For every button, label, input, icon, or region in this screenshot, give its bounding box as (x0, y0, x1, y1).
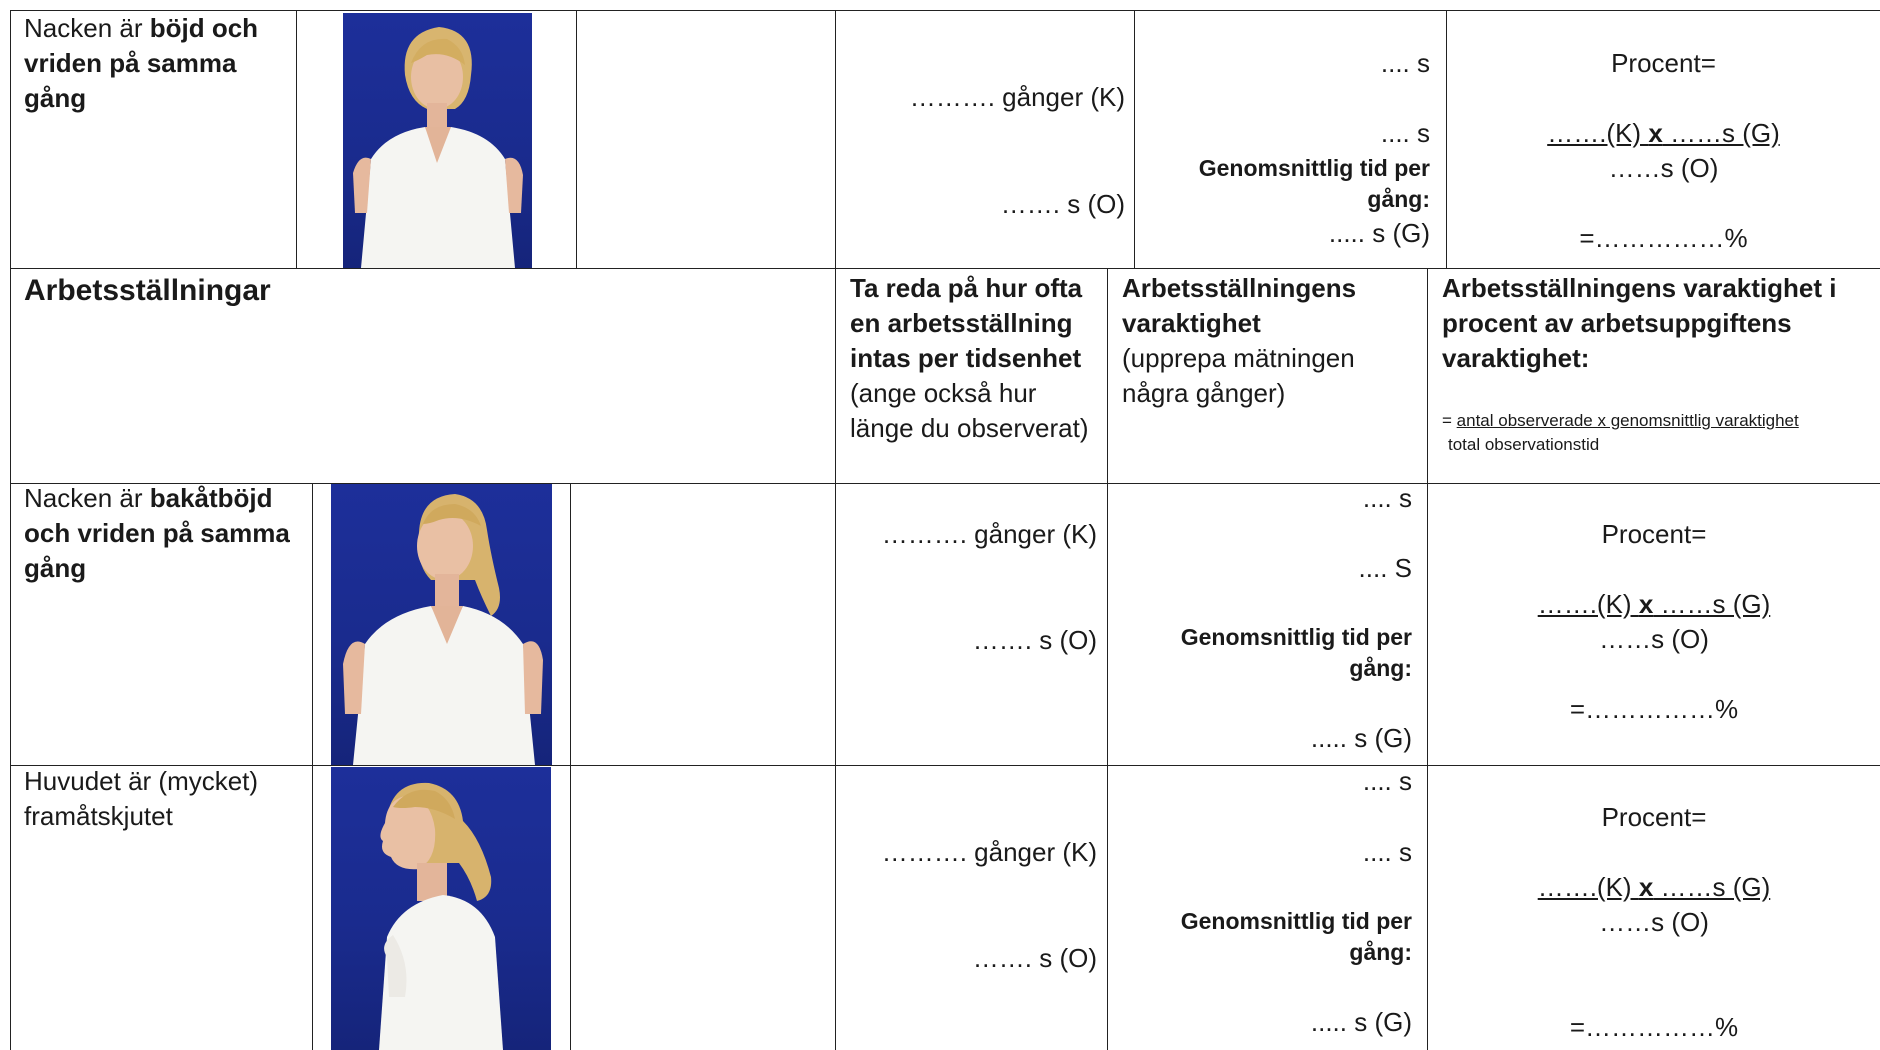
section-title: Arbetsställningar (24, 274, 271, 307)
duration-measure-1[interactable]: .... s (1362, 483, 1412, 513)
frequency-count-field[interactable]: ………. gånger (K) (909, 82, 1125, 112)
duration-measure-2[interactable]: .... s (1362, 837, 1412, 867)
observation-time-field[interactable]: ……. s (O) (972, 943, 1097, 973)
column-header-frequency: Ta reda på hur ofta en arbetsställning intas per tidsenhet (ange också hur länge du observerat) (850, 273, 1089, 443)
average-time-field[interactable]: ..... s (G) (1310, 723, 1412, 753)
posture-photo-back-bent-twisted (331, 484, 552, 765)
posture-label-back-bent-twisted: Nacken är bakåtböjd och vriden på samma gång (24, 483, 290, 583)
posture-label-head-forward: Huvudet är (mycket) framåtskjutet (24, 766, 259, 831)
average-time-label: Genomsnittlig tid per gång: (1180, 624, 1412, 681)
percent-formula: = antal observerade x genomsnittlig varaktighet total observationstid (1442, 411, 1799, 454)
posture-photo-head-forward (331, 767, 551, 1050)
average-time-field[interactable]: ..... s (G) (1328, 218, 1430, 248)
average-time-label: Genomsnittlig tid per gång: (1180, 908, 1412, 965)
duration-measure-2[interactable]: .... S (1358, 553, 1412, 583)
duration-measure-1[interactable]: .... s (1380, 48, 1430, 78)
duration-measure-1[interactable]: .... s (1362, 766, 1412, 796)
average-time-field[interactable]: ..... s (G) (1310, 1007, 1412, 1037)
posture-photo-bent-twisted (343, 13, 532, 268)
frequency-count-field[interactable]: ………. gånger (K) (881, 519, 1097, 549)
observation-time-field[interactable]: ……. s (O) (1000, 189, 1125, 219)
duration-measure-2[interactable]: .... s (1380, 118, 1430, 148)
average-time-label: Genomsnittlig tid per gång: (1198, 155, 1430, 212)
frequency-count-field[interactable]: ………. gånger (K) (881, 837, 1097, 867)
observation-time-field[interactable]: ……. s (O) (972, 625, 1097, 655)
column-header-duration: Arbetsställningens varaktighet (upprepa mätningen några gånger) (1122, 273, 1357, 408)
column-header-percent: Arbetsställningens varaktighet i procent av arbetsuppgiftens varaktighet: (1442, 273, 1837, 373)
posture-label-bent-twisted: Nacken är böjd och vriden på samma gång (24, 13, 259, 113)
